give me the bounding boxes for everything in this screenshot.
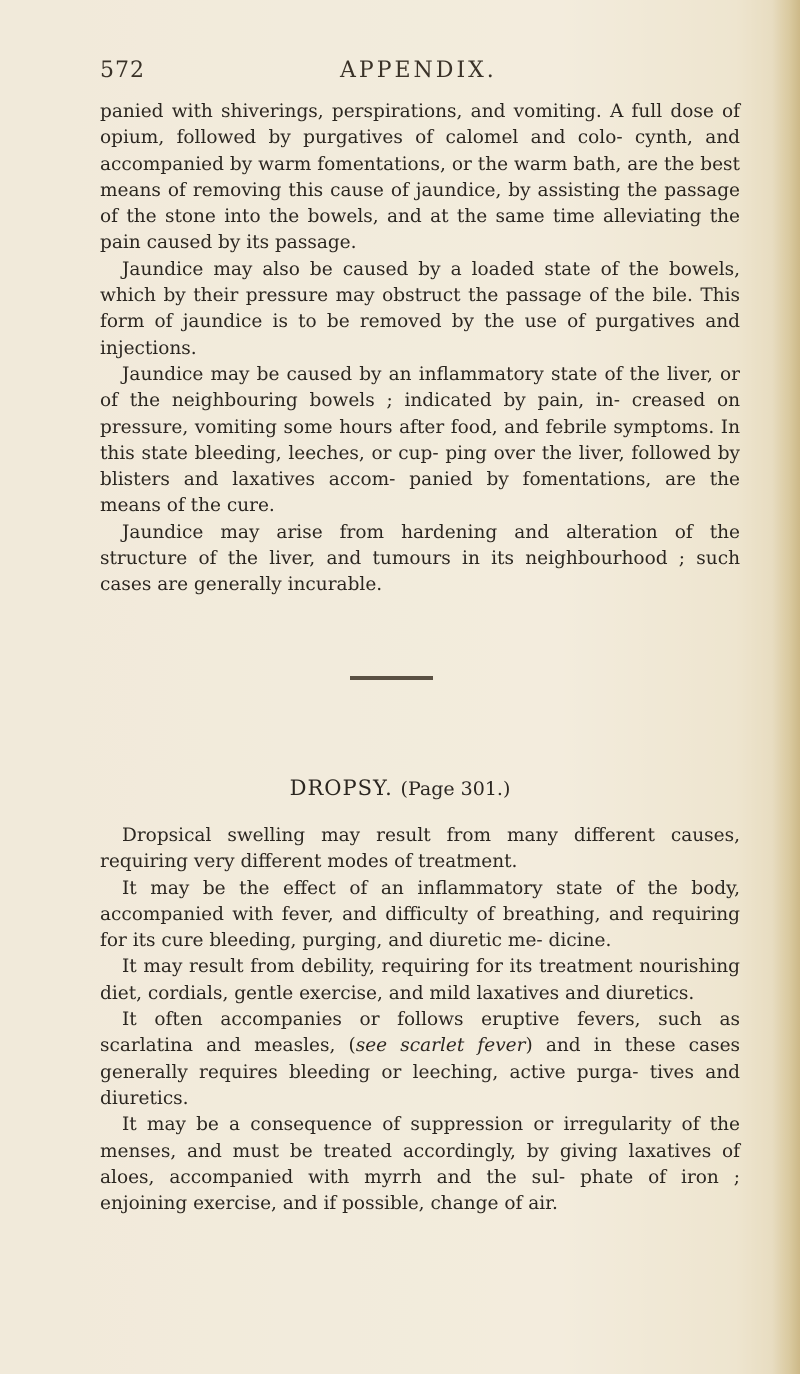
cross-reference: see scarlet fever — [355, 1035, 526, 1057]
eruptive-text-before: It often accompanies or follows eruptive fevers, such as scarlatina and measles, ( — [100, 1009, 740, 1057]
paragraph-debility: It may result from debility, requiring for its treatment nourishing diet, cordials, gentle exercise, and mild laxatives and diuretics. — [100, 956, 740, 1004]
page-header — [100, 58, 740, 92]
paragraph-inflammatory-state: It may be the effect of an inflammatory state of the body, accompanied with fever, and difficulty of breathing, and requiring for its cure bleeding, purging, and diuretic me- dicine. — [100, 877, 740, 952]
eruptive-text-after: ) and in these cases generally requires bleeding or leeching, active purga- tives and diuretics. — [100, 1035, 741, 1109]
section-title-dropsy — [0, 776, 800, 800]
paragraph-continued: panied with shiverings, perspirations, and vomiting. A full dose of opium, followed by purgatives of calomel and colo- cynth, and accompanied by warm fomentations, or the warm bath, are the best means of removing this cause of jaundice, by assisting the passage of the stone into the bowels, and at the same time alleviating the pain caused by its passage. — [100, 101, 740, 254]
running-head: APPENDIX. — [340, 58, 497, 83]
paragraph-hardening-liver: Jaundice may arise from hardening and alteration of the structure of the liver, and tumours in its neighbourhood ; such cases are generally incurable. — [100, 521, 740, 596]
dropsy-section — [100, 823, 740, 1217]
paragraph-loaded-bowels: Jaundice may also be caused by a loaded state of the bowels, which by their pressure may obstruct the passage of the bile. This form of jaundice is to be removed by the use of purgatives and injections. — [100, 258, 740, 359]
paragraph-eruptive-fevers — [100, 1007, 740, 1112]
section-divider — [350, 676, 433, 680]
paragraph-suppression: It may be a consequence of suppression or irregularity of the menses, and must be treated accordingly, by giving laxatives of aloes, accompanied with myrrh and the sul- phate of iron ; enjoining exercise, and if possible, change of air. — [100, 1114, 740, 1215]
jaundice-section — [100, 99, 740, 599]
section-title-text: DROPSY. — [289, 776, 393, 800]
paragraph-dropsical-swelling: Dropsical swelling may result from many different causes, requiring very different modes of treatment. — [100, 825, 740, 873]
section-page-reference: (Page 301.) — [400, 778, 511, 800]
page-number: 572 — [100, 58, 145, 83]
paragraph-inflammatory-liver: Jaundice may be caused by an inflammatory state of the liver, or of the neighbouring bowels ; indicated by pain, in- creased on pressure, vomiting some hours after food, and febrile symptoms. In this state bleeding, leeches, or cup- ping over the liver, followed by blisters and laxatives accom- panied by fomentations, are the means of the cure. — [100, 363, 740, 517]
page-edge-shadow — [772, 0, 800, 1374]
